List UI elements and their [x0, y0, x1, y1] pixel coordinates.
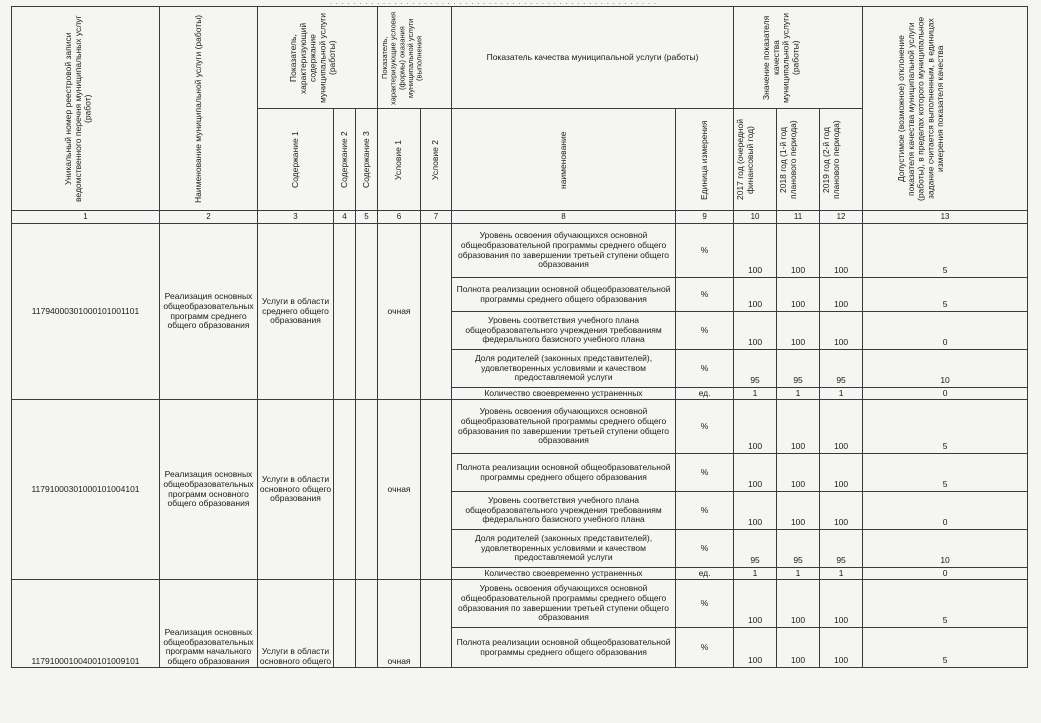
- header-unit: Единица измерения: [676, 109, 734, 211]
- value-2019: 1: [820, 568, 863, 580]
- table-row: [12, 224, 1028, 278]
- value-2018: 1: [777, 388, 820, 400]
- column-number: 9: [676, 211, 734, 224]
- page-bottom-margin: [0, 678, 1041, 723]
- value-2018: 100: [777, 580, 820, 628]
- quality-indicators-table: [11, 6, 1028, 668]
- value-2017: 100: [734, 312, 777, 350]
- indicator-name: Количество своевременно устраненных: [452, 568, 676, 580]
- value-2019: 100: [820, 580, 863, 628]
- content-3-value: [356, 400, 378, 580]
- value-2018: 1: [777, 568, 820, 580]
- table-row: [12, 400, 1028, 454]
- header-indicator-name: наименование: [452, 109, 676, 211]
- header-content-2: Содержание 2: [334, 109, 356, 211]
- value-2019: 100: [820, 492, 863, 530]
- indicator-name: Уровень освоения обучающихся основной общеобразовательной программы среднего общего образования по завершении третьей ступени общего образования: [452, 400, 676, 454]
- indicator-unit: ед.: [676, 568, 734, 580]
- deviation-value: 5: [863, 278, 1028, 312]
- value-2019: 100: [820, 224, 863, 278]
- value-2019: 95: [820, 350, 863, 388]
- column-number: 3: [258, 211, 334, 224]
- value-2017: 100: [734, 278, 777, 312]
- value-2017: 100: [734, 628, 777, 668]
- value-2017: 95: [734, 350, 777, 388]
- condition-2-value: [421, 400, 452, 580]
- indicator-name: Доля родителей (законных представителей), удовлетворенных условиями и качеством предоставляемой услуги: [452, 530, 676, 568]
- value-2017: 100: [734, 224, 777, 278]
- value-2019: 100: [820, 278, 863, 312]
- column-number: 5: [356, 211, 378, 224]
- content-2-value: [334, 400, 356, 580]
- condition-1-value: очная: [378, 580, 421, 668]
- column-number: 6: [378, 211, 421, 224]
- value-2019: 100: [820, 400, 863, 454]
- column-numbers-row: [12, 211, 1028, 224]
- deviation-value: 0: [863, 492, 1028, 530]
- top-cut-text: . . . . . . . . . . . . . . . . . . . . . . . . . . . . . . . . . . . . . . . . . . . . . . . . . . . . . . . .: [330, 0, 657, 6]
- indicator-name: Количество своевременно устраненных: [452, 388, 676, 400]
- value-2018: 100: [777, 400, 820, 454]
- content-1-value: Услуги в области основного общего образования: [258, 400, 334, 580]
- value-2018: 100: [777, 492, 820, 530]
- condition-2-value: [421, 224, 452, 400]
- value-2018: 95: [777, 350, 820, 388]
- deviation-value: 5: [863, 580, 1028, 628]
- header-value-group: Значение показателя качества муниципальной услуги (работы): [734, 7, 863, 109]
- value-2017: 1: [734, 568, 777, 580]
- column-number: 10: [734, 211, 777, 224]
- content-2-value: [334, 580, 356, 668]
- value-2018: 95: [777, 530, 820, 568]
- column-number: 1: [12, 211, 160, 224]
- value-2018: 100: [777, 312, 820, 350]
- value-2017: 100: [734, 580, 777, 628]
- header-registry-number: Уникальный номер реестровой записи ведомственного перечня муниципальных услуг (работ): [12, 7, 160, 211]
- value-2019: 1: [820, 388, 863, 400]
- header-condition-group: Показатель, характеризующие условия (формы) оказания муниципальной услуги (выполнения: [378, 7, 452, 109]
- column-number: 8: [452, 211, 676, 224]
- indicator-unit: %: [676, 580, 734, 628]
- column-number: 12: [820, 211, 863, 224]
- header-year-2019: 2019 год (2-й год планового периода): [820, 109, 863, 211]
- table-row: [12, 580, 1028, 628]
- value-2017: 1: [734, 388, 777, 400]
- indicator-name: Уровень освоения обучающихся основной общеобразовательной программы среднего общего образования по завершении третьей ступени общего образования: [452, 580, 676, 628]
- indicator-name: Полнота реализации основной общеобразовательной программы среднего общего образования: [452, 278, 676, 312]
- value-2017: 100: [734, 400, 777, 454]
- value-2017: 100: [734, 492, 777, 530]
- value-2018: 100: [777, 628, 820, 668]
- registry-number: 11791000100400101009101: [12, 580, 160, 668]
- header-year-2017: 2017 год (очередной финансовый год): [734, 109, 777, 211]
- deviation-value: 0: [863, 568, 1028, 580]
- registry-number: 11794000301000101001101: [12, 224, 160, 400]
- value-2019: 95: [820, 530, 863, 568]
- column-number: 13: [863, 211, 1028, 224]
- indicator-unit: ед.: [676, 388, 734, 400]
- indicator-unit: %: [676, 492, 734, 530]
- indicator-unit: %: [676, 350, 734, 388]
- service-name: Реализация основных общеобразовательных программ начального общего образования: [160, 580, 258, 668]
- deviation-value: 0: [863, 388, 1028, 400]
- header-condition-1: Условие 1: [378, 109, 421, 211]
- value-2018: 100: [777, 278, 820, 312]
- column-number: 2: [160, 211, 258, 224]
- content-1-value: Услуги в области основного общего: [258, 580, 334, 668]
- indicator-name: Уровень соответствия учебного плана общеобразовательного учреждения требованиям федерального базисного учебного плана: [452, 492, 676, 530]
- indicator-unit: %: [676, 224, 734, 278]
- deviation-value: 10: [863, 530, 1028, 568]
- indicator-name: Полнота реализации основной общеобразовательной программы среднего общего образования: [452, 454, 676, 492]
- condition-1-value: очная: [378, 224, 421, 400]
- content-1-value: Услуги в области среднего общего образования: [258, 224, 334, 400]
- condition-1-value: очная: [378, 400, 421, 580]
- content-2-value: [334, 224, 356, 400]
- header-year-2018: 2018 год (1-й год планового периода): [777, 109, 820, 211]
- content-3-value: [356, 580, 378, 668]
- header-service-name: Наименование муниципальной услуги (работы): [160, 7, 258, 211]
- service-name: Реализация основных общеобразовательных программ среднего общего образования: [160, 224, 258, 400]
- indicator-unit: %: [676, 454, 734, 492]
- indicator-name: Доля родителей (законных представителей), удовлетворенных условиями и качеством предоставляемой услуги: [452, 350, 676, 388]
- deviation-value: 0: [863, 312, 1028, 350]
- condition-2-value: [421, 580, 452, 668]
- indicator-unit: %: [676, 628, 734, 668]
- column-number: 4: [334, 211, 356, 224]
- deviation-value: 5: [863, 628, 1028, 668]
- indicator-unit: %: [676, 278, 734, 312]
- indicator-name: Полнота реализации основной общеобразовательной программы среднего общего образования: [452, 628, 676, 668]
- value-2017: 95: [734, 530, 777, 568]
- header-content-3: Содержание 3: [356, 109, 378, 211]
- header-condition-2: Условие 2: [421, 109, 452, 211]
- header-quality-group: Показатель качества муниципальной услуги (работы): [452, 7, 734, 109]
- indicator-name: Уровень освоения обучающихся основной общеобразовательной программы среднего общего образования по завершении третьей ступени общего образования: [452, 224, 676, 278]
- value-2019: 100: [820, 312, 863, 350]
- deviation-value: 10: [863, 350, 1028, 388]
- registry-number: 11791000301000101004101: [12, 400, 160, 580]
- column-number: 11: [777, 211, 820, 224]
- indicator-unit: %: [676, 530, 734, 568]
- header-deviation: Допустимое (возможное) отклонение показателя качества муниципальной услуги (работы), в пределах которого муниципальное задание считается выполненным, в единицах измерения показателя качества: [863, 7, 1028, 211]
- content-3-value: [356, 224, 378, 400]
- value-2019: 100: [820, 628, 863, 668]
- service-name: Реализация основных общеобразовательных программ основного общего образования: [160, 400, 258, 580]
- header-content-1: Содержание 1: [258, 109, 334, 211]
- indicator-unit: %: [676, 400, 734, 454]
- value-2018: 100: [777, 224, 820, 278]
- value-2017: 100: [734, 454, 777, 492]
- column-number: 7: [421, 211, 452, 224]
- value-2019: 100: [820, 454, 863, 492]
- header-content-group: Показатель, характеризующий содержание муниципальной услуги (работы): [258, 7, 378, 109]
- deviation-value: 5: [863, 454, 1028, 492]
- deviation-value: 5: [863, 400, 1028, 454]
- value-2018: 100: [777, 454, 820, 492]
- indicator-name: Уровень соответствия учебного плана общеобразовательного учреждения требованиям федерального базисного учебного плана: [452, 312, 676, 350]
- indicator-unit: %: [676, 312, 734, 350]
- deviation-value: 5: [863, 224, 1028, 278]
